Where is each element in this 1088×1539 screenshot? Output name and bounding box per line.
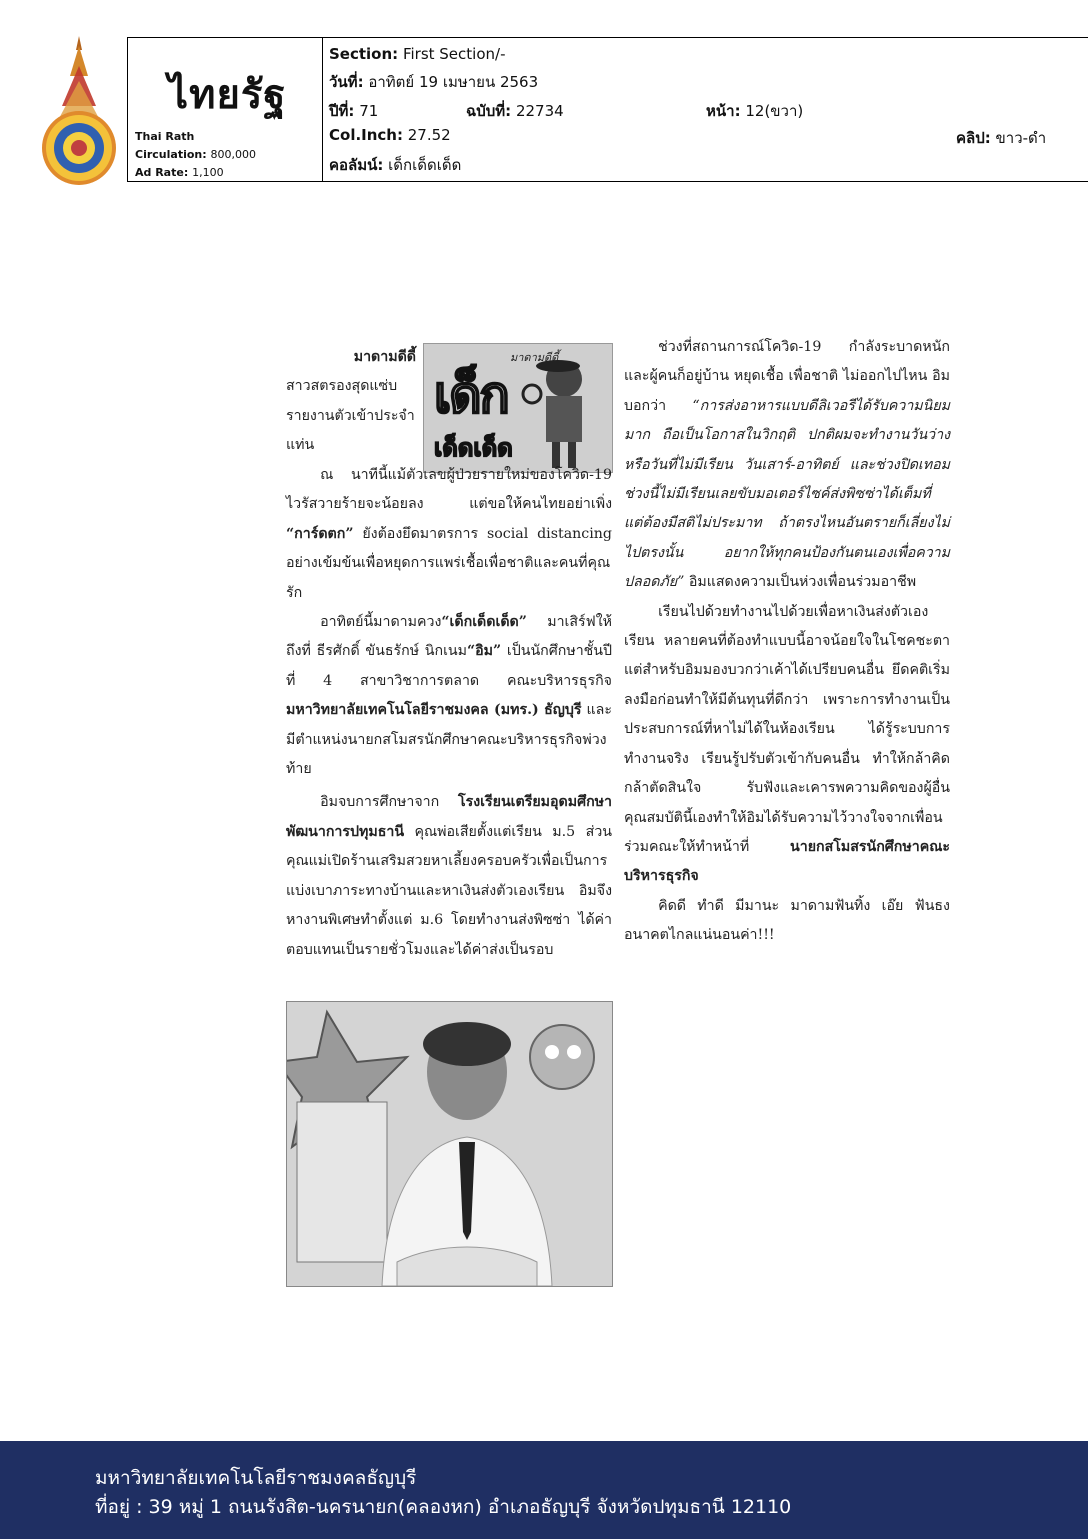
newspaper-article [286, 340, 950, 1300]
footer-university-name: มหาวิทยาลัยเทคโนโลยีราชมงคลธัญบุรี [95, 1467, 417, 1489]
lead-line: สาวสตรองสุดแซ่บ [286, 378, 398, 395]
paragraph-5: เรียนไปด้วยทำงานไปด้วยเพื่อหาเงินส่งตัวเองเรียน หลายคนที่ต้องทำแบบนี้อาจน้อยใจในโชคชะตา แต่สำหรับอิมมองบวกว่าเค้าได้เปรียบคนอื่น ยึดคติเริ่มลงมือก่อนทำให้มีต้นทุนที่ดีกว่า เพราะการทำงานเป็นประสบการณ์ที่หาไม่ได้ในห้องเรียน ได้รู้ระบบการทำงานจริง เรียนรู้ปรับตัวเข้ากับคนอื่น ทำให้กล้าคิด กล้าตัดสินใจ รับฟังและเคารพความคิดของผู้อื่น คุณสมบัตินี้เองทำให้อิมได้รับความไว้วางใจจากเพื่อนร่วมคณะให้ทำหน้าที่ นายกสโมสรนักศึกษาคณะบริหารธุรกิจ [624, 603, 950, 885]
page-row: หน้า: 12(ขวา) [706, 102, 804, 120]
paragraph-1: ณ นาทีนี้แม้ตัวเลขผู้ป่วยรายใหม่ของโควิด-19 ไวรัสวายร้ายจะน้อยลง แต่ขอให้คนไทยอย่าเพิ่ง “การ์ดตก” ยังต้องยึดมาตรการ social distancing อย่างเข้มข้นเพื่อหยุดการแพร่เชื้อเพื่อชาติและคนที่คุณรัก [286, 467, 612, 601]
issue-row: ฉบับที่: 22734 [466, 102, 564, 120]
badge-title-bottom: เด็ดเด็ด [434, 434, 513, 462]
clip-row: คลิป: ขาว-ดำ [956, 129, 1047, 147]
lead-author: มาดามดีดี้ [353, 349, 416, 365]
date-row: วันที่: อาทิตย์ 19 เมษายน 2563 [329, 73, 539, 91]
publication-name: ไทยรัฐ [168, 72, 287, 118]
year-row: ปีที่: 71 [329, 102, 379, 120]
paragraph-4: ช่วงที่สถานการณ์โควิด-19 กำลังระบาดหนักและผู้คนก็อยู่บ้าน หยุดเชื้อ เพื่อชาติ ไม่ออกไปไหน อิมบอกว่า “การส่งอาหารแบบดีลิเวอรีได้รับความนิยมมาก ถือเป็นโอกาสในวิกฤติ ปกติผมจะทำงานวันว่าง หรือวันที่ไม่มีเรียน วันเสาร์-อาทิตย์ และช่วงปิดเทอม ช่วงนี้ไม่มีเรียนเลยขับมอเตอร์ไซค์ส่งพิซซ่าได้เต็มที่ แต่ต้องมีสติไม่ประมาท ถ้าตรงไหนอันตรายก็เลี่ยงไม่ไปตรงนั้น อยากให้ทุกคนป้องกันตนเองเพื่อความปลอดภัย” อิมแสดงความเป็นห่วงเพื่อนร่วมอาชีพ [624, 339, 950, 591]
ad-rate: Ad Rate: 1,100 [135, 166, 224, 179]
right-column [624, 333, 950, 951]
student-photo [286, 1001, 613, 1287]
lead-block [286, 343, 416, 461]
column-row: คอลัมน์: เด็กเด็ดเด็ด [329, 156, 462, 174]
section-row: Section: First Section/- [329, 45, 506, 63]
lead-line: แท่น [286, 437, 315, 454]
university-footer [0, 1441, 1088, 1539]
col-inch-row: Col.Inch: 27.52 [329, 126, 451, 144]
left-column [286, 461, 612, 965]
publication-english-name: Thai Rath [135, 130, 195, 143]
paragraph-2: อาทิตย์นี้มาดามควง“เด็กเด็ดเด็ด” มาเสิร์ฟให้ถึงที่ ธีรศักดิ์ ขันธรักษ์ นิกเนม“อิม” เป็นนักศึกษาชั้นปีที่ 4 สาขาวิชาการตลาด คณะบริหารธุรกิจ มหาวิทยาลัยเทคโนโลยีราชมงคล (มทร.) ธัญบุรี และมีตำแหน่งนายกสโมสรนักศึกษาคณะบริหารธุรกิจพ่วงท้าย [286, 614, 612, 778]
university-logo [38, 36, 120, 186]
clipping-header [127, 37, 1088, 182]
paragraph-3: อิมจบการศึกษาจาก โรงเรียนเตรียมอุดมศึกษาพัฒนาการปทุมธานี คุณพ่อเสียตั้งแต่เรียน ม.5 ส่วนคุณแม่เปิดร้านเสริมสวยหาเลี้ยงครอบครัวเพื่อเป็นการแบ่งเบาภาระทางบ้านและหาเงินส่งตัวเองเรียน อิมจึงหางานพิเศษทำตั้งแต่ ม.6 โดยทำงานส่งพิซซ่า ได้ค่าตอบแทนเป็นรายชั่วโมงและได้ค่าส่งเป็นรอบ [286, 794, 612, 958]
footer-address: ที่อยู่ : 39 หมู่ 1 ถนนรังสิต-นครนายก(คลองหก) อำเภอธัญบุรี จังหวัดปทุมธานี 12110 [95, 1496, 792, 1518]
column-badge [423, 343, 613, 473]
paragraph-6: คิดดี ทำดี มีมานะ มาดามฟันทิ้ง เอ๊ย ฟันธง อนาคตไกลแน่นอนค่า!!! [624, 897, 950, 944]
badge-title-top: เด็ก [434, 366, 508, 424]
badge-script: มาดามดีดี้ [510, 351, 559, 364]
circulation: Circulation: 800,000 [135, 148, 256, 161]
header-divider [322, 38, 323, 181]
lead-line: รายงานตัวเข้าประจำ [286, 407, 415, 424]
